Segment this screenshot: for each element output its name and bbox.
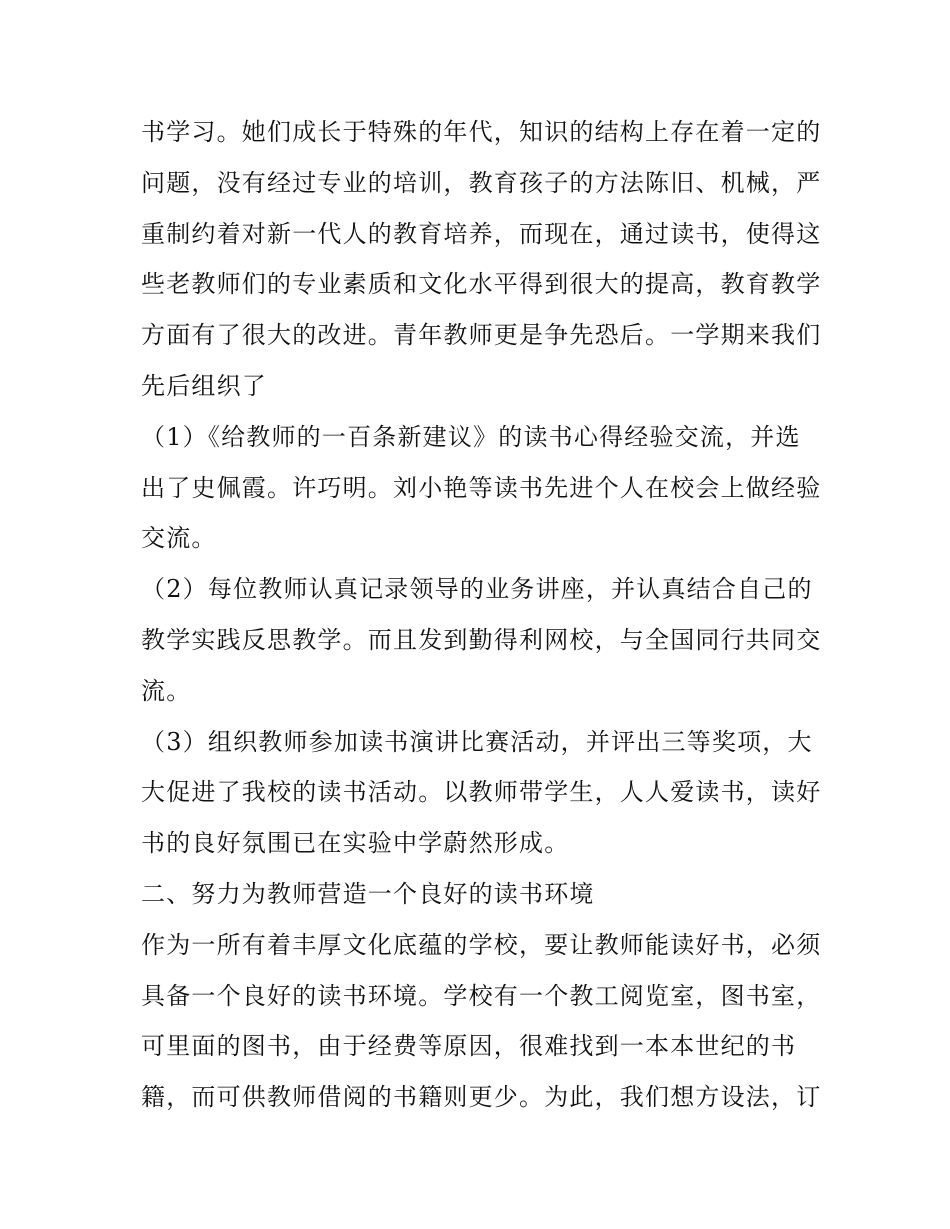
list-item-3: （3）组织教师参加读书演讲比赛活动，并评出三等奖项，大 (141, 727, 813, 756)
text-line: 作为一所有着丰厚文化底蕴的学校，要让教师能读好书，必须 (141, 930, 822, 959)
text-line: 出了史佩霞。许巧明。刘小艳等读书先进个人在校会上做经验 (141, 473, 822, 502)
section-heading: 二、努力为教师营造一个良好的读书环境 (141, 879, 595, 908)
text-line: 大促进了我校的读书活动。以教师带学生，人人爱读书，读好 (141, 778, 822, 807)
text-line: 书的良好氛围已在实验中学蔚然形成。 (141, 829, 570, 858)
text-line: 方面有了很大的改进。青年教师更是争先恐后。一学期来我们 (141, 321, 822, 350)
text-line: 些老教师们的专业素质和文化水平得到很大的提高，教育教学 (141, 270, 822, 299)
text-line: 可里面的图书，由于经费等原因，很难找到一本本世纪的书 (141, 1032, 797, 1061)
text-line: 重制约着对新一代人的教育培养，而现在，通过读书，使得这 (141, 219, 822, 248)
list-item-1: （1）《给教师的一百条新建议》的读书心得经验交流，并选 (141, 422, 801, 451)
text-line: 交流。 (141, 524, 217, 553)
text-line: 教学实践反思教学。而且发到勤得利网校，与全国同行共同交 (141, 625, 822, 654)
body-text (141, 107, 821, 1123)
text-line: 问题，没有经过专业的培训，教育孩子的方法陈旧、机械，严 (141, 168, 822, 197)
text-line: 先后组织了 (141, 371, 267, 400)
text-line: 流。 (141, 676, 192, 705)
text-line: 书学习。她们成长于特殊的年代，知识的结构上存在着一定的 (141, 118, 822, 146)
text-line: 具备一个良好的读书环境。学校有一个教工阅览室，图书室， (141, 981, 822, 1010)
list-item-2: （2）每位教师认真记录领导的业务讲座，并认真结合自己的 (141, 575, 813, 604)
text-line: 籍，而可供教师借阅的书籍则更少。为此，我们想方设法，订 (141, 1083, 822, 1112)
